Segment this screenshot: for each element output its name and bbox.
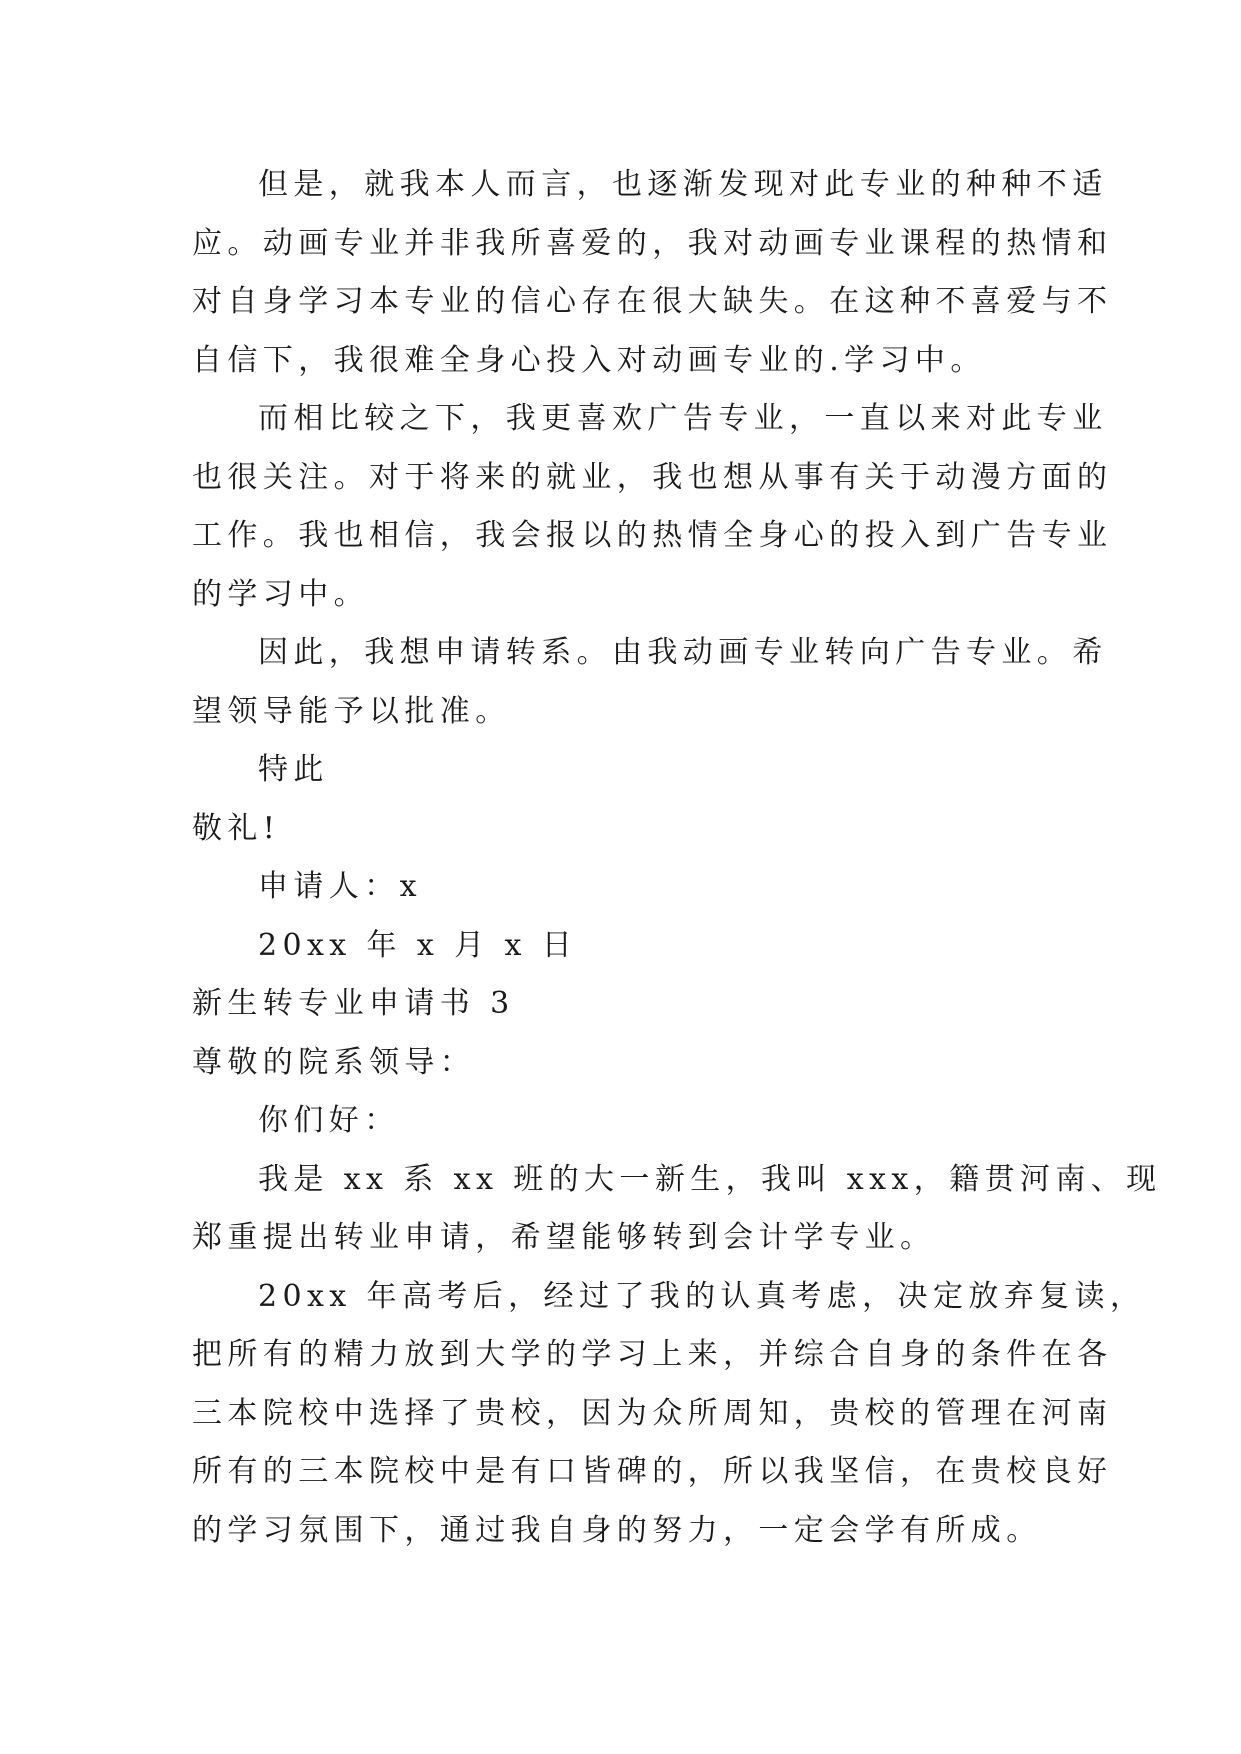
text-line: 特此	[258, 752, 329, 787]
text-line: 新生转专业申请书 3	[192, 986, 515, 1021]
text-line: 三本院校中选择了贵校，因为众所周知，贵校的管理在河南	[192, 1395, 1113, 1431]
text-line: 但是，就我本人而言，也逐渐发现对此专业的种种不适	[258, 167, 1108, 202]
text-line: 所有的三本院校中是有口皆碑的，所以我坚信，在贵校良好	[192, 1454, 1113, 1489]
text-line: 工作。我也相信，我会报以的热情全身心的投入到广告专业	[192, 518, 1113, 553]
document-body	[192, 156, 1162, 1560]
text-line: 的学习氛围下，通过我自身的努力，一定会学有所成。	[192, 1512, 1042, 1548]
text-line: 的学习中。	[192, 576, 369, 612]
text-line: 而相比较之下，我更喜欢广告专业，一直以来对此专业	[258, 401, 1108, 436]
text-line: 因此，我想申请转系。由我动画专业转向广告专业。希	[258, 635, 1108, 670]
text-line: 20xx 年 x 月 x 日	[258, 927, 578, 963]
text-line: 你们好：	[258, 1103, 400, 1138]
text-line: 把所有的精力放到大学的学习上来，并综合自身的条件在各	[192, 1337, 1113, 1372]
text-line: 敬礼!	[192, 810, 281, 846]
text-line: 申请人：x	[258, 869, 422, 904]
text-line: 自信下，我很难全身心投入对动画专业的.学习中。	[192, 342, 986, 378]
text-line: 应。动画专业并非我所喜爱的，我对动画专业课程的热情和	[192, 225, 1113, 261]
text-line: 尊敬的院系领导：	[192, 1044, 476, 1080]
text-line: 20xx 年高考后，经过了我的认真考虑，决定放弃复读，	[258, 1278, 1146, 1314]
text-line: 也很关注。对于将来的就业，我也想从事有关于动漫方面的	[192, 459, 1113, 495]
text-line: 对自身学习本专业的信心存在很大缺失。在这种不喜爱与不	[192, 284, 1113, 319]
text-line: 望领导能予以批准。	[192, 693, 511, 729]
text-line: 郑重提出转业申请，希望能够转到会计学专业。	[192, 1220, 936, 1255]
text-line: 我是 xx 系 xx 班的大一新生，我叫 xxx，籍贯河南、现	[258, 1161, 1162, 1197]
